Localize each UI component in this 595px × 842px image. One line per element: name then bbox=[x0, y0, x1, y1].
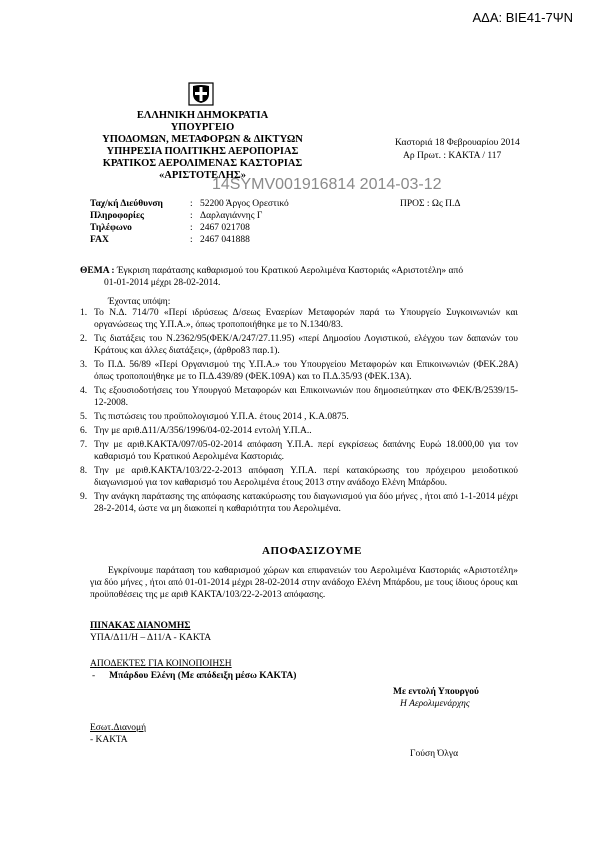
contact-value: 52200 Άργος Ορεστικό bbox=[200, 199, 289, 209]
contact-key: Τηλέφωνο bbox=[90, 223, 132, 233]
order-line: Με εντολή Υπουργού bbox=[393, 687, 479, 697]
having-regard: Έχοντας υπόψη: bbox=[108, 297, 171, 307]
contact-value: Δαρλαγιάννης Γ bbox=[200, 211, 263, 221]
header-line: ΥΠΗΡΕΣΙΑ ΠΟΛΙΤΙΚΗΣ ΑΕΡΟΠΟΡΙΑΣ bbox=[106, 146, 299, 157]
list-item bbox=[80, 333, 518, 357]
considerations-list bbox=[80, 307, 518, 517]
recipient: ΠΡΟΣ : Ως Π.Δ bbox=[400, 199, 461, 209]
list-item bbox=[80, 359, 518, 383]
list-number: 2. bbox=[80, 334, 88, 344]
decision-title: ΑΠΟΦΑΣΙΖΟΥΜΕ bbox=[262, 545, 362, 557]
list-number: 9. bbox=[80, 492, 88, 502]
list-text: Την με αριθ.Δ11/Α/356/1996/04-02-2014 εντολή Υ.Π.Α.. bbox=[94, 426, 312, 436]
internal-text: - ΚΑΚΤΑ bbox=[90, 735, 128, 745]
subject bbox=[80, 265, 463, 277]
place-date: Καστοριά 18 Φεβρουαρίου 2014 bbox=[395, 138, 520, 148]
list-number: 1. bbox=[80, 308, 88, 318]
distribution-title: ΠΙΝΑΚΑΣ ΔΙΑΝΟΜΗΣ bbox=[90, 621, 191, 631]
registry-stamp: 14SYMV001916814 2014-03-12 bbox=[212, 176, 442, 193]
internal-title: Εσωτ.Διανομή bbox=[90, 723, 147, 733]
contact-key: Πληροφορίες bbox=[90, 211, 145, 221]
contact-key: FAX bbox=[90, 235, 109, 245]
header-line: ΥΠΟΥΡΓΕΙΟ bbox=[170, 122, 235, 133]
contact-value: 2467 041888 bbox=[200, 235, 250, 245]
distribution-text: ΥΠΑ/Δ11/Η – Δ11/Α - ΚΑΚΤΑ bbox=[90, 633, 212, 643]
list-item bbox=[80, 425, 518, 437]
list-item bbox=[80, 385, 518, 409]
notify-title: ΑΠΟΔΕΚΤΕΣ ΓΙΑ ΚΟΙΝΟΠΟΙΗΣΗ bbox=[90, 659, 232, 669]
notify-item bbox=[92, 670, 296, 682]
subject-text-continued: 01-01-2014 μέχρι 28-02-2014. bbox=[104, 278, 221, 288]
list-number: 4. bbox=[80, 386, 88, 396]
list-item bbox=[80, 411, 518, 423]
contact-key: Ταχ/κή Διεύθυνση bbox=[90, 199, 163, 209]
list-item bbox=[80, 465, 518, 489]
subject-label: ΘΕΜΑ : bbox=[80, 266, 115, 276]
list-text: Το Ν.Δ. 714/70 «Περί ιδρύσεως Δ/σεως Εναερίων Μεταφορών παρά τω Υπουργείο Συγκοινωνιών και οργανώσεως της Υ.Π.Α.», όπως τροποποιήθηκε με το Ν.1340/83. bbox=[94, 308, 518, 330]
list-number: 6. bbox=[80, 426, 88, 436]
contact-block bbox=[90, 198, 289, 246]
order-role: Η Αερολιμενάρχης bbox=[400, 699, 470, 709]
contact-row: FAX : 2467 041888 bbox=[90, 235, 250, 245]
list-number: 5. bbox=[80, 412, 88, 422]
subject-text: Έγκριση παράτασης καθαρισμού του Κρατικού Αερολιμένα Καστοριάς «Αριστοτέλη» από bbox=[116, 266, 464, 276]
header-line: ΚΡΑΤΙΚΟΣ ΑΕΡΟΛΙΜΕΝΑΣ ΚΑΣΤΟΡΙΑΣ bbox=[102, 158, 303, 169]
list-item bbox=[80, 439, 518, 463]
header-line: ΕΛΛΗΝΙΚΗ ΔΗΜΟΚΡΑΤΙΑ bbox=[136, 110, 269, 121]
notify-recipient: Μπάρδου Ελένη (Με απόδειξη μέσω ΚΑΚΤΑ) bbox=[109, 671, 297, 681]
list-number: 8. bbox=[80, 466, 88, 476]
list-text: Την με αριθ.ΚΑΚΤΑ/103/22-2-2013 απόφαση Υ.Π.Α. περί κατακύρωσης του πρόχειρου μειοδοτικού διαγωνισμού για τον καθαρισμό του Αερολιμένα έτους 2013 στην ανάδοχο Ελένη Μπάρδου. bbox=[94, 466, 518, 488]
list-text: Τις πιστώσεις του προϋπολογισμού Υ.Π.Α. έτους 2014 , Κ.Α.0875. bbox=[94, 412, 349, 422]
list-text: Την με αριθ.ΚΑΚΤΑ/097/05-02-2014 απόφαση Υ.Π.Α. περί εγκρίσεως δαπάνης Ευρώ 18.000,00 για τον καθαρισμό του Κρατικού Αερολιμένα Καστοριάς. bbox=[94, 440, 518, 462]
protocol-number: Αρ Πρωτ. : ΚΑΚΤΑ / 117 bbox=[403, 151, 502, 161]
list-item bbox=[80, 307, 518, 331]
contact-row: Ταχ/κή Διεύθυνση : 52200 Άργος Ορεστικό bbox=[90, 199, 289, 209]
list-text: Τις εξουσιοδοτήσεις του Υπουργού Μεταφορών και Επικοινωνιών που δημοσιεύτηκαν στο ΦΕΚ/Β/2539/15-12-2008. bbox=[94, 386, 518, 408]
notify-dash: - bbox=[92, 671, 96, 681]
ada-code: ΑΔΑ: ΒΙΕ41-7ΨΝ bbox=[472, 10, 573, 25]
contact-row: Τηλέφωνο : 2467 021708 bbox=[90, 223, 250, 233]
header-line: ΥΠΟΔΟΜΩΝ, ΜΕΤΑΦΟΡΩΝ & ΔΙΚΤΥΩΝ bbox=[102, 134, 303, 145]
list-text: Το Π.Δ. 56/89 «Περί Οργανισμού της Υ.Π.Α.» του Υπουργείου Μεταφορών και Επικοινωνιών (ΦΕΚ.28Α) όπως τροποποιήθηκε με το Π.Δ.439/89 (ΦΕΚ.109Α) και το Π.Δ.35/93 (ΦΕΚ.13Α). bbox=[94, 360, 518, 382]
contact-value: 2467 021708 bbox=[200, 223, 250, 233]
list-number: 3. bbox=[80, 360, 88, 370]
header-line: «ΑΡΙΣΤΟΤΕΛΗΣ» bbox=[159, 170, 246, 181]
list-text: Τις διατάξεις του Ν.2362/95(ΦΕΚ/Α/247/27.11.95) «περί Δημοσίου Λογιστικού, ελέγχου των δαπανών του Κράτους και άλλες διατάξεις», (άρθρο83 παρ.1). bbox=[94, 334, 518, 356]
decision-text: Εγκρίνουμε παράταση του καθαρισμού χώρων και επιφανειών του Αερολιμένα Καστοριάς «Αριστοτέλη» για δύο μήνες , ήτοι από 01-01-2014 μέχρι 28-02-2014 στην ανάδοχο Ελένη Μπάρδου, με τους ίδιους όρους και προϋποθέσεις της με αριθ ΚΑΚΤΑ/103/22-2-2013 απόφασης. bbox=[90, 566, 518, 600]
greek-emblem-icon bbox=[187, 82, 215, 106]
list-number: 7. bbox=[80, 440, 88, 450]
ministry-header bbox=[60, 110, 345, 182]
signatory-name: Γούση Όλγα bbox=[410, 749, 459, 759]
list-text: Την ανάγκη παράτασης της απόφασης κατακύρωσης του διαγωνισμού για δύο μήνες , ήτοι από 1-1-2014 μέχρι 28-2-2014, ώστε να μη διακοπεί η καθαριότητα του Αερολιμένα. bbox=[94, 492, 518, 514]
list-item bbox=[80, 491, 518, 515]
contact-row: Πληροφορίες : Δαρλαγιάννης Γ bbox=[90, 211, 263, 221]
